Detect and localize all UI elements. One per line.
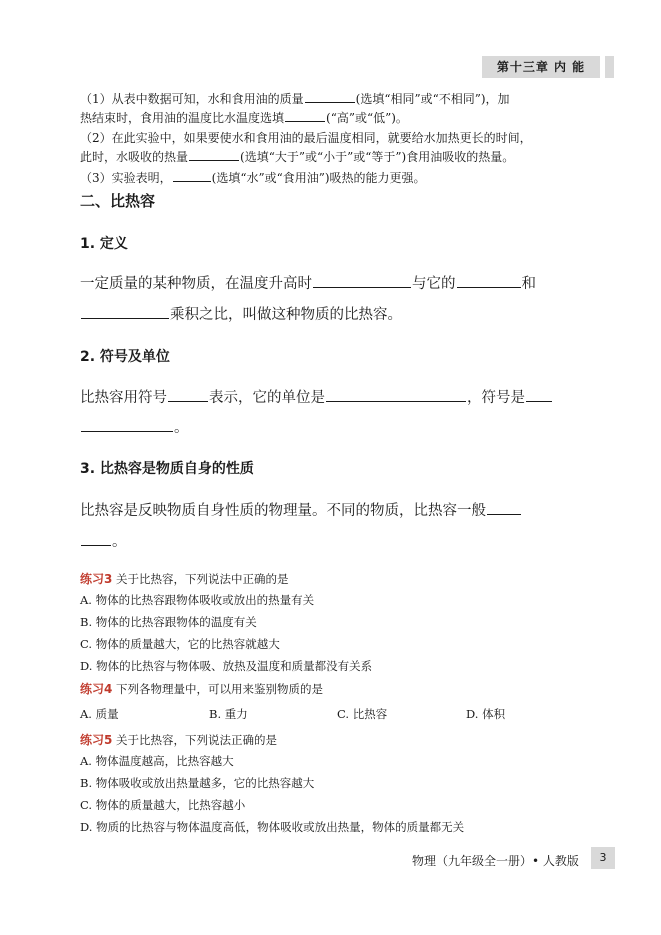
exercise-3-option-a[interactable]: A. 物体的比热容跟物体吸收或放出的热量有关 <box>80 593 315 607</box>
exercise-4-option-b[interactable]: B. 重力 <box>209 707 248 721</box>
exercise-3-option-d[interactable]: D. 物体的比热容与物体吸、放热及温度和质量都没有关系 <box>80 659 373 673</box>
section-title: 二、比热容 <box>80 192 156 210</box>
q2-text-a: （2）在此实验中，如果要使水和食用油的最后温度相同，就要给水加热更长的时间， <box>80 131 532 145</box>
exercise-4-option-d[interactable]: D. 体积 <box>466 707 506 721</box>
q2-text-b: 此时，水吸收的热量 <box>80 150 189 164</box>
property-text-a: 比热容是反映物质自身性质的物理量。不同的物质，比热容一般 <box>80 503 486 519</box>
symbol-text-c: ，符号是 <box>467 390 525 406</box>
exercise-3-question: 关于比热容，下列说法中正确的是 <box>116 572 289 586</box>
page-number: 3 <box>591 847 615 869</box>
exercise-4-option-a[interactable]: A. 质量 <box>80 707 119 721</box>
q3-text-a: （3）实验表明， <box>80 171 172 185</box>
exercise-3-option-c[interactable]: C. 物体的质量越大，它的比热容就越大 <box>80 637 280 651</box>
symbol-blank-2[interactable] <box>326 387 466 403</box>
symbol-line-2 <box>80 416 189 437</box>
symbol-blank-4[interactable] <box>81 417 173 433</box>
exercise-4-option-c[interactable]: C. 比热容 <box>337 707 388 721</box>
exercise-4-label: 练习4 <box>80 682 113 696</box>
q1-text-a: （1）从表中数据可知，水和食用油的质量 <box>80 92 304 106</box>
def-text-d: 乘积之比，叫做这种物质的比热容。 <box>170 307 402 323</box>
q1-text-c: 热结束时，食用油的温度比水温度选填 <box>80 111 285 125</box>
exercise-3-label: 练习3 <box>80 572 113 586</box>
question-1-line-1 <box>80 90 510 107</box>
symbol-text-d: 。 <box>174 420 189 436</box>
property-blank-2[interactable] <box>81 531 111 547</box>
question-2-line-1 <box>80 129 532 146</box>
symbol-text-a: 比热容用符号 <box>80 390 167 406</box>
question-2-line-2 <box>80 148 514 165</box>
def-text-b: 与它的 <box>412 276 456 292</box>
exercise-5-label: 练习5 <box>80 733 113 747</box>
property-line-1 <box>80 499 522 520</box>
def-text-a: 一定质量的某种物质，在温度升高时 <box>80 276 312 292</box>
property-line-2 <box>80 530 127 551</box>
chapter-tab-decoration <box>605 56 614 78</box>
exercise-4-question: 下列各物理量中，可以用来鉴别物质的是 <box>116 682 324 696</box>
q3-text-b: (选填“水”或“食用油”)吸热的能力更强。 <box>211 171 426 185</box>
exercise-5-question: 关于比热容，下列说法正确的是 <box>116 733 278 747</box>
subsection-1-title: 1. 定义 <box>80 236 128 252</box>
def-blank-3[interactable] <box>81 304 169 320</box>
subsection-2-title: 2. 符号及单位 <box>80 349 170 365</box>
def-blank-2[interactable] <box>457 273 521 289</box>
chapter-header: 第十三章 内 能 <box>482 56 600 78</box>
symbol-line-1 <box>80 386 553 407</box>
q1-text-d: (“高”或“低”)。 <box>326 111 408 125</box>
exercise-3-stem <box>80 570 289 587</box>
symbol-text-b: 表示，它的单位是 <box>209 390 325 406</box>
symbol-blank-1[interactable] <box>168 387 208 403</box>
exercise-5-option-b[interactable]: B. 物体吸收或放出热量越多，它的比热容越大 <box>80 776 315 790</box>
q1-blank-1[interactable] <box>305 90 355 103</box>
symbol-blank-3[interactable] <box>526 387 552 403</box>
exercise-5-option-d[interactable]: D. 物质的比热容与物体温度高低，物体吸收或放出热量，物体的质量都无关 <box>80 820 465 834</box>
def-text-c: 和 <box>521 276 536 292</box>
q1-blank-2[interactable] <box>285 109 325 122</box>
q1-text-b: (选填“相同”或“不相同”)，加 <box>355 92 510 106</box>
question-1-line-2 <box>80 109 408 126</box>
definition-line-1 <box>80 272 536 293</box>
exercise-3-option-b[interactable]: B. 物体的比热容跟物体的温度有关 <box>80 615 257 629</box>
question-3-line <box>80 169 426 186</box>
exercise-5-stem <box>80 731 277 748</box>
subsection-3-title: 3. 比热容是物质自身的性质 <box>80 461 254 477</box>
q2-text-c: (选填“大于”或“小于”或“等于”)食用油吸收的热量。 <box>240 150 515 164</box>
definition-line-2 <box>80 303 402 324</box>
property-text-b: 。 <box>112 534 127 550</box>
q2-blank[interactable] <box>189 148 239 161</box>
exercise-5-option-c[interactable]: C. 物体的质量越大，比热容越小 <box>80 798 246 812</box>
footer-book-title: 物理（九年级全一册）• 人教版 <box>412 854 579 868</box>
exercise-5-option-a[interactable]: A. 物体温度越高，比热容越大 <box>80 754 234 768</box>
def-blank-1[interactable] <box>313 273 411 289</box>
property-blank-1[interactable] <box>487 500 521 516</box>
exercise-4-stem <box>80 680 323 697</box>
q3-blank[interactable] <box>173 169 211 182</box>
